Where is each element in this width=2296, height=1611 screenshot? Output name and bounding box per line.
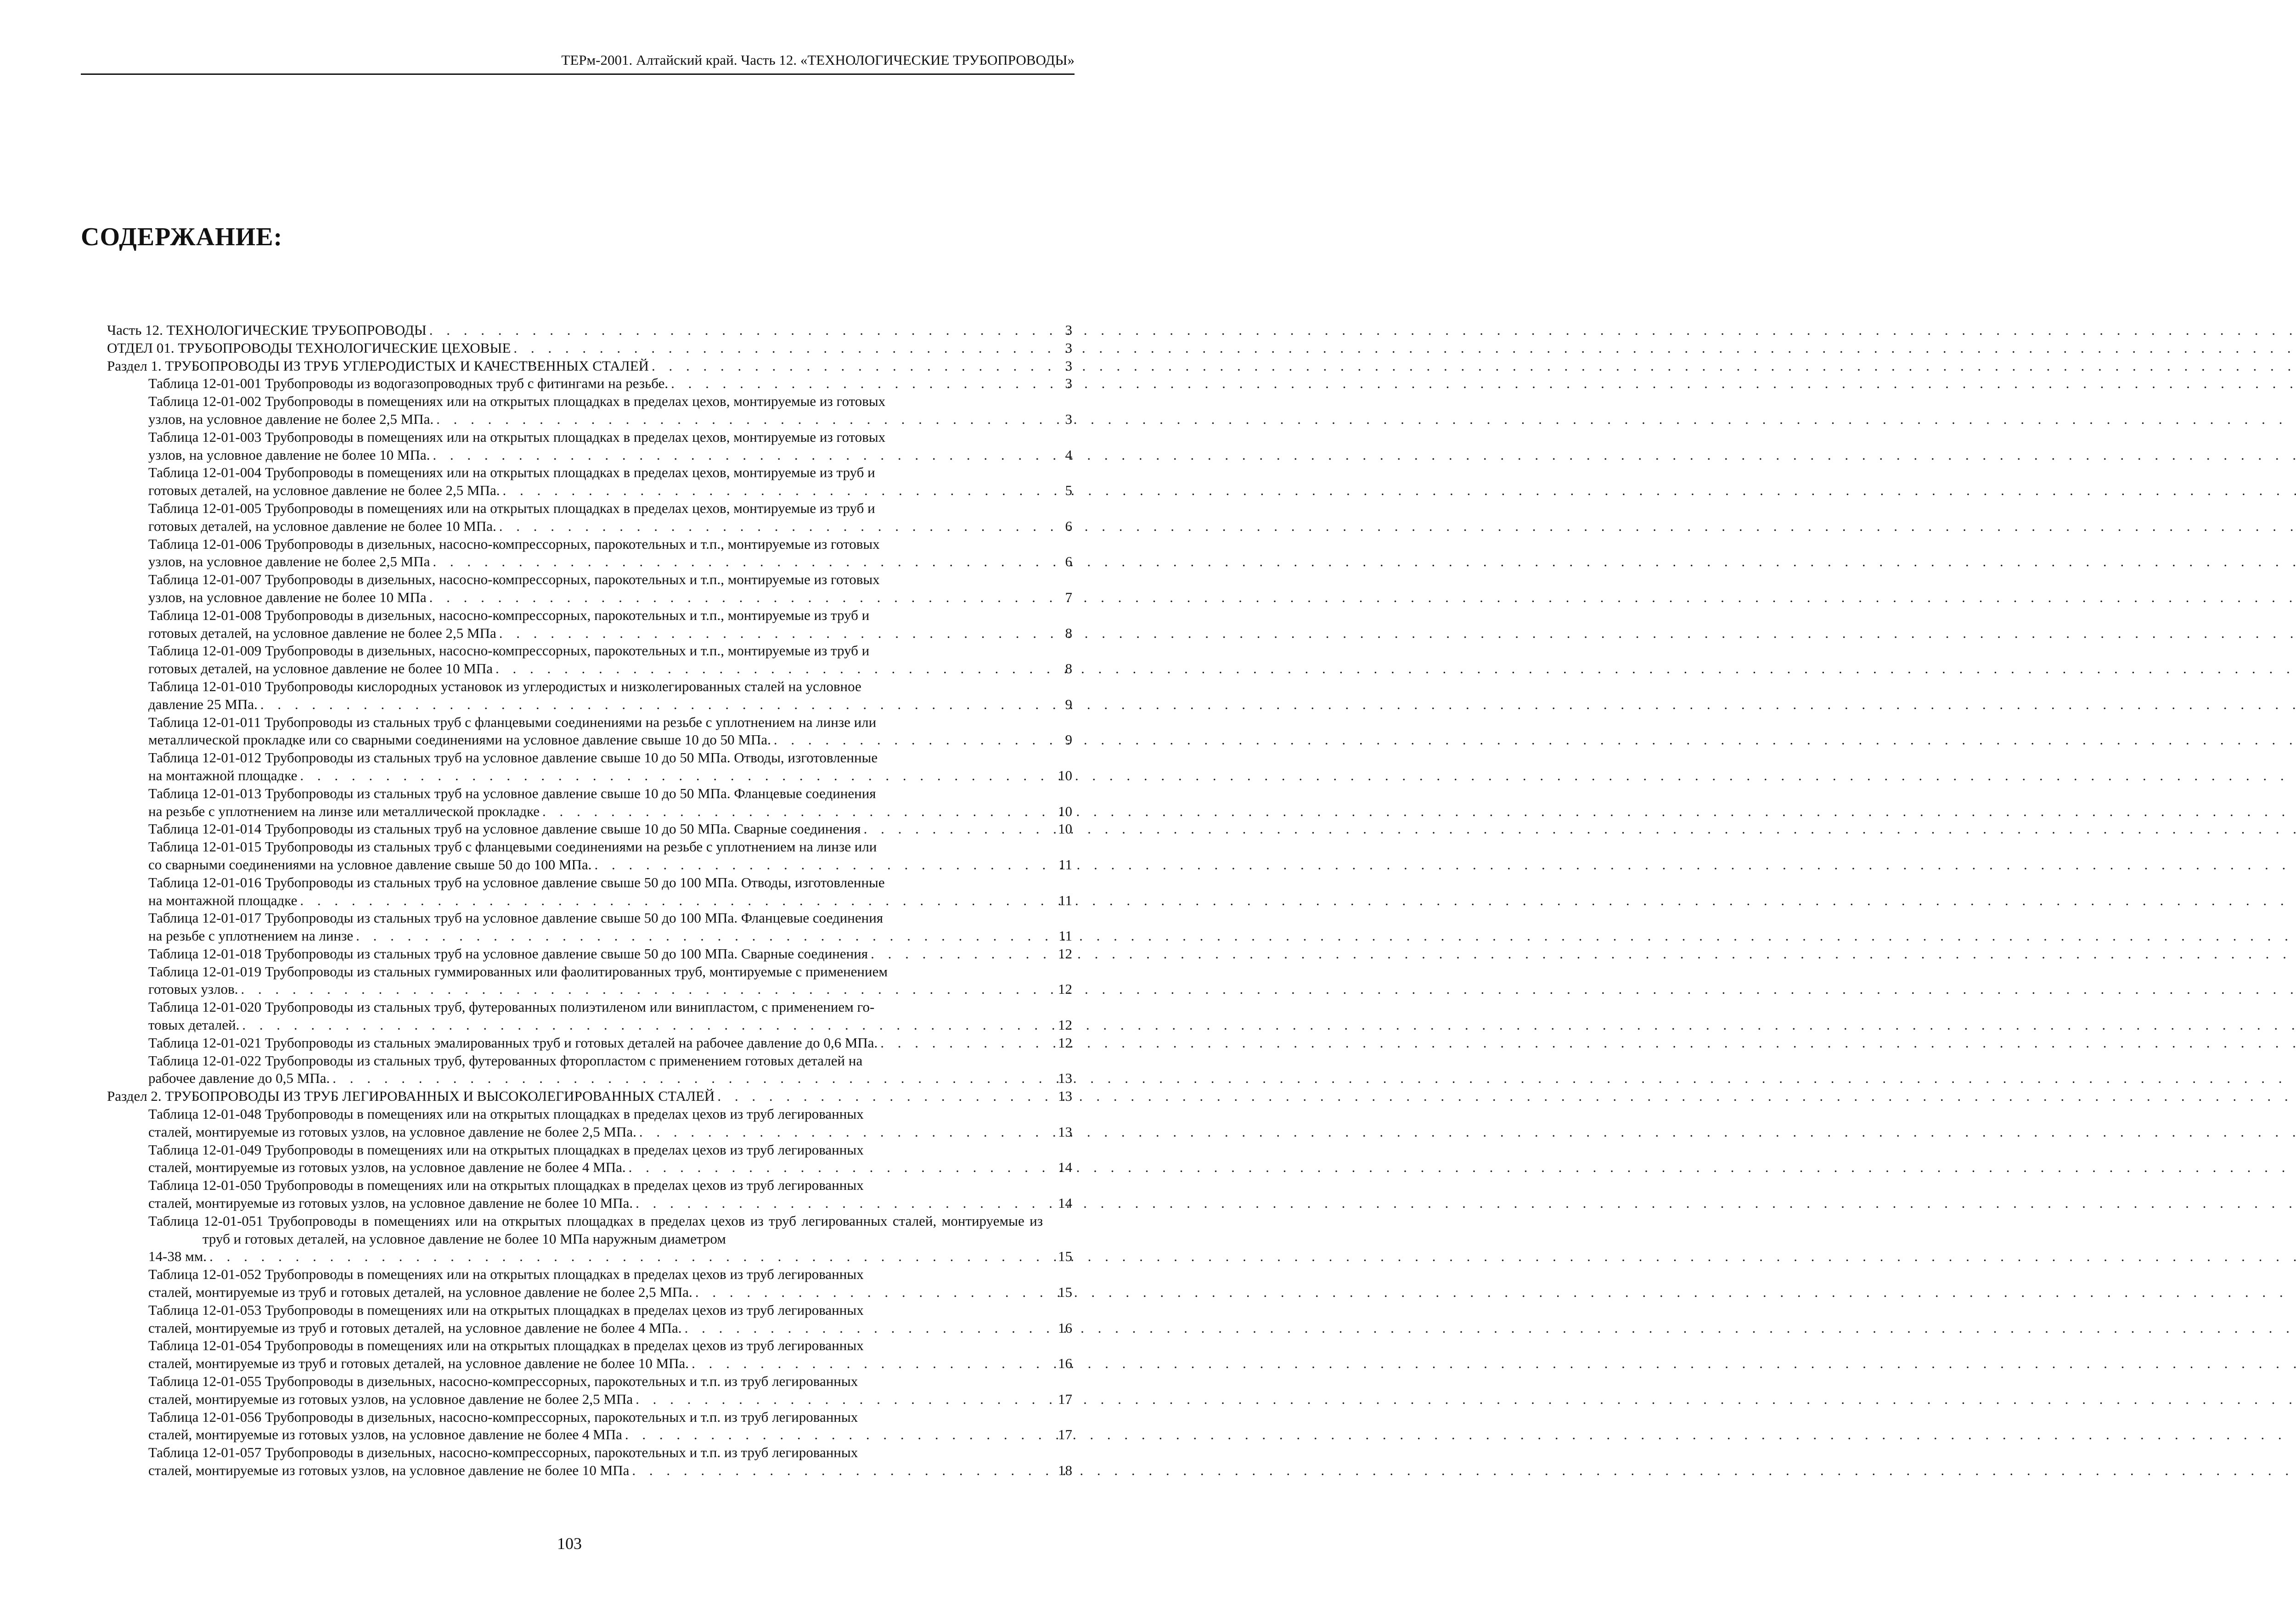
toc-entry[interactable]	[107, 1105, 1072, 1141]
toc-entry-text	[148, 945, 1043, 963]
toc-entry-title: Таблица 12-01-015 Трубопроводы из стальных труб с фланцевыми соединениями на резьбе с уплотнением на линзе или	[148, 839, 877, 855]
toc-entry-title: Таблица 12-01-006 Трубопроводы в дизельных, насосно-компрессорных, парокотельных и т.п., монтируемые из готовых	[148, 535, 880, 552]
toc-entry[interactable]	[107, 571, 1072, 607]
toc-page-number: 9	[1065, 696, 1072, 712]
toc-entry[interactable]	[107, 339, 1072, 357]
toc-entry-text	[148, 1034, 1043, 1052]
toc-entry-last-line	[148, 660, 1043, 678]
toc-entry-text	[148, 749, 1043, 785]
toc-entry-last-line	[148, 1319, 1043, 1337]
toc-page-number: 8	[1065, 625, 1072, 641]
toc-entry-title: Таблица 12-01-002 Трубопроводы в помещениях или на открытых площадках в пределах цехов, монтируемые из готовых	[148, 393, 886, 410]
toc-entry-text	[148, 1141, 1043, 1177]
toc-entry-last-line	[148, 1391, 1043, 1408]
toc-entry-last-line	[148, 696, 1043, 714]
toc-entry-text	[148, 571, 1043, 607]
toc-entry-title: Таблица 12-01-020 Трубопроводы из стальных труб, футерованных полиэтиленом или винипластом, с применением го-	[148, 999, 875, 1015]
toc-entry-last-line	[148, 1426, 1043, 1444]
toc-entry-title-end: Таблица 12-01-014 Трубопроводы из стальных труб на условное давление свыше 10 до 50 МПа. Сварные соединения	[148, 821, 861, 837]
toc-entry-text	[148, 500, 1043, 535]
toc-page-number: 9	[1065, 732, 1072, 748]
toc-entry[interactable]	[107, 500, 1072, 535]
toc-page-number: 10	[1058, 821, 1072, 837]
toc-page-number: 7	[1065, 589, 1072, 605]
toc-entry-text	[148, 714, 1043, 749]
toc-entry-text	[148, 1212, 1043, 1266]
toc-entry-title-end: готовых узлов.	[148, 981, 238, 997]
toc-entry-last-line	[107, 1087, 1043, 1105]
toc-entry-title: Таблица 12-01-011 Трубопроводы из стальных труб с фланцевыми соединениями на резьбе с уплотнением на линзе или	[148, 714, 877, 730]
toc-entry-text	[148, 1337, 1043, 1373]
toc-entry-text	[148, 1052, 1043, 1088]
toc-entry-last-line	[148, 1248, 1043, 1266]
toc-entry-text	[148, 838, 1043, 874]
dot-leader	[332, 1070, 2296, 1087]
toc-entry-text	[148, 998, 1043, 1034]
toc-entry-title-end: готовых деталей, на условное давление не более 10 МПа	[148, 660, 493, 677]
dot-leader	[636, 1391, 2296, 1408]
toc-page-number: 18	[1058, 1462, 1072, 1478]
toc-entry-title: Таблица 12-01-051 Трубопроводы в помещениях или на открытых площадках в пределах цехов из труб легированных сталей, монтируемые из труб и готовых деталей, на условное давление не более 10 МПа наружным диаметром	[148, 1212, 1043, 1247]
toc-entry-title-end: 14-38 мм.	[148, 1248, 207, 1265]
toc-entry-text	[107, 357, 1043, 375]
toc-entry-title: Таблица 12-01-055 Трубопроводы в дизельных, насосно-компрессорных, парокотельных и т.п. из труб легированных	[148, 1373, 858, 1390]
toc-entry-title: Таблица 12-01-053 Трубопроводы в помещениях или на открытых площадках в пределах цехов из труб легированных	[148, 1301, 864, 1318]
dot-leader	[864, 820, 2296, 838]
toc-entry[interactable]	[107, 1212, 1072, 1266]
toc-entry-last-line	[148, 1194, 1043, 1212]
toc-entry-title: Таблица 12-01-050 Трубопроводы в помещениях или на открытых площадках в пределах цехов из труб легированных	[148, 1177, 864, 1194]
toc-page-number: 16	[1058, 1319, 1072, 1336]
toc-entry-text	[148, 535, 1043, 571]
toc-entry[interactable]	[107, 749, 1072, 785]
toc-entry-title-end: сталей, монтируемые из готовых узлов, на условное давление не более 4 МПа	[148, 1426, 622, 1443]
toc-page-number: 14	[1058, 1195, 1072, 1211]
toc-entry-text	[148, 1266, 1043, 1301]
dot-leader	[209, 1248, 2296, 1266]
toc-entry-last-line	[148, 945, 1043, 963]
dot-leader	[502, 482, 2296, 500]
toc-entry-title: Таблица 12-01-054 Трубопроводы в помещениях или на открытых площадках в пределах цехов из труб легированных	[148, 1337, 864, 1354]
toc-entry-title-end: Таблица 12-01-001 Трубопроводы из водогазопроводных труб с фитингами на резьбе.	[148, 375, 669, 392]
toc-entry-text	[148, 909, 1043, 945]
toc-entry[interactable]	[107, 357, 1072, 375]
toc-page-number: 13	[1058, 1123, 1072, 1140]
toc-page-number: 17	[1058, 1426, 1072, 1443]
toc-entry-title-end: сталей, монтируемые из готовых узлов, на условное давление не более 2,5 МПа.	[148, 1123, 636, 1140]
toc-entry-last-line	[148, 1123, 1043, 1141]
toc-entry-title-end: Раздел 2. ТРУБОПРОВОДЫ ИЗ ТРУБ ЛЕГИРОВАННЫХ И ВЫСОКОЛЕГИРОВАННЫХ СТАЛЕЙ	[107, 1088, 715, 1104]
toc-entry[interactable]	[107, 1266, 1072, 1301]
toc-entry-last-line	[148, 1070, 1043, 1087]
dot-leader	[774, 731, 2296, 749]
toc-entry-title: Таблица 12-01-003 Трубопроводы в помещениях или на открытых площадках в пределах цехов, монтируемые из готовых	[148, 428, 886, 445]
dot-leader	[433, 446, 2296, 464]
dot-leader	[499, 625, 2296, 642]
toc-entry-text	[148, 1373, 1043, 1408]
toc-entry-title: Таблица 12-01-008 Трубопроводы в дизельных, насосно-компрессорных, парокотельных и т.п., монтируемые из труб и	[148, 607, 870, 623]
toc-entry-last-line	[148, 927, 1043, 945]
toc-entry[interactable]	[107, 1087, 1072, 1105]
dot-leader	[542, 803, 2296, 821]
dot-leader	[436, 411, 2296, 428]
toc-entry-last-line	[148, 1284, 1043, 1301]
toc-entry-text	[148, 375, 1043, 393]
dot-leader	[717, 1087, 2296, 1105]
toc-entry-title-end: на резьбе с уплотнением на линзе	[148, 928, 354, 944]
toc-entry-title-end: сталей, монтируемые из труб и готовых деталей, на условное давление не более 2,5 МПа.	[148, 1284, 692, 1301]
toc-entry[interactable]	[107, 375, 1072, 393]
toc-entry-text	[148, 393, 1043, 428]
dot-leader	[625, 1426, 2296, 1444]
toc-entry-text	[148, 1105, 1043, 1141]
toc-entry[interactable]	[107, 642, 1072, 678]
toc-entry-title-end: готовых деталей, на условное давление не более 2,5 МПа.	[148, 482, 500, 499]
toc-entry-title-end: металлической прокладке или со сварными соединениями на условное давление свыше 10 до 50 МПа.	[148, 732, 771, 748]
toc-page-number: 14	[1058, 1159, 1072, 1176]
running-header: ТЕРм-2001. Алтайский край. Часть 12. «ТЕХНОЛОГИЧЕСКИЕ ТРУБОПРОВОДЫ»	[561, 52, 1075, 68]
toc-entry-title: Таблица 12-01-007 Трубопроводы в дизельных, насосно-компрессорных, парокотельных и т.п., монтируемые из готовых	[148, 571, 880, 588]
dot-leader	[429, 589, 2296, 607]
dot-leader	[632, 1462, 2296, 1480]
toc-entry-last-line	[148, 1355, 1043, 1373]
dot-leader	[594, 856, 2296, 874]
toc-entry-title-end: на монтажной площадке	[148, 892, 298, 908]
toc-entry[interactable]	[107, 1052, 1072, 1088]
toc-entry-title-end: сталей, монтируемые из готовых узлов, на условное давление не более 2,5 МПа	[148, 1391, 633, 1407]
dot-leader	[629, 1159, 2296, 1177]
toc-entry-title: Таблица 12-01-017 Трубопроводы из стальных труб на условное давление свыше 50 до 100 МПа. Фланцевые соединения	[148, 910, 884, 926]
toc-page-number: 3	[1065, 411, 1072, 427]
toc-page-number: 13	[1058, 1088, 1072, 1104]
toc-entry-text	[107, 339, 1043, 357]
toc-entry-text	[148, 642, 1043, 678]
toc-entry[interactable]	[107, 874, 1072, 910]
dot-leader	[880, 1034, 2296, 1052]
dot-leader	[356, 927, 2296, 945]
dot-leader	[260, 696, 2296, 714]
toc-entry[interactable]	[107, 464, 1072, 500]
toc-page-number: 11	[1058, 892, 1072, 908]
toc-entry-title-end: узлов, на условное давление не более 10 МПа.	[148, 446, 430, 463]
toc-entry-last-line	[148, 731, 1043, 749]
toc-entry-title: Таблица 12-01-010 Трубопроводы кислородных установок из углеродистых и низколегированных сталей на условное	[148, 678, 861, 694]
toc-entry-text	[148, 1177, 1043, 1212]
toc-entry-last-line	[148, 892, 1043, 910]
toc-entry-title-end: со сварными соединениями на условное давление свыше 50 до 100 МПа.	[148, 856, 592, 873]
dot-leader	[242, 1016, 2296, 1034]
toc-entry[interactable]	[107, 1444, 1072, 1480]
toc-entry-title-end: на резьбе с уплотнением на линзе или металлической прокладке	[148, 803, 540, 819]
toc-entry-title: Таблица 12-01-016 Трубопроводы из стальных труб на условное давление свыше 50 до 100 МПа. Отводы, изготовленные	[148, 874, 885, 890]
table-of-contents	[107, 321, 1072, 1480]
toc-entry-last-line	[148, 446, 1043, 464]
toc-page-number: 12	[1058, 945, 1072, 962]
toc-page-number: 3	[1065, 375, 1072, 392]
dot-leader	[429, 321, 2296, 339]
toc-page-number: 10	[1058, 767, 1072, 783]
toc-entry-title-end: сталей, монтируемые из готовых узлов, на условное давление не более 4 МПа.	[148, 1159, 626, 1176]
toc-entry-title: Таблица 12-01-052 Трубопроводы в помещениях или на открытых площадках в пределах цехов из труб легированных	[148, 1266, 864, 1283]
toc-page-number: 6	[1065, 553, 1072, 570]
toc-entry-last-line	[107, 357, 1043, 375]
toc-entry-title-end: Таблица 12-01-021 Трубопроводы из стальных эмалированных труб и готовых деталей на рабочее давление до 0,6 МПа.	[148, 1034, 878, 1051]
toc-entry-title-end: Раздел 1. ТРУБОПРОВОДЫ ИЗ ТРУБ УГЛЕРОДИСТЫХ И КАЧЕСТВЕННЫХ СТАЛЕЙ	[107, 357, 649, 374]
toc-entry-text	[107, 321, 1043, 339]
toc-entry-text	[148, 963, 1043, 999]
toc-entry-text	[148, 678, 1043, 714]
toc-page-number: 11	[1058, 856, 1072, 873]
dot-leader	[300, 892, 2296, 910]
toc-page-number: 13	[1058, 1070, 1072, 1087]
dot-leader	[636, 1194, 2296, 1212]
dot-leader	[513, 339, 2296, 357]
toc-entry-title-end: рабочее давление до 0,5 МПа.	[148, 1070, 330, 1087]
toc-entry-last-line	[148, 553, 1043, 571]
toc-entry-last-line	[148, 1159, 1043, 1177]
toc-page-number: 12	[1058, 1017, 1072, 1033]
toc-entry-text	[148, 1301, 1043, 1337]
dot-leader	[692, 1355, 2296, 1373]
toc-page-number: 8	[1065, 660, 1072, 677]
toc-entry-last-line	[107, 339, 1043, 357]
toc-entry[interactable]	[107, 678, 1072, 714]
toc-entry-text	[148, 1444, 1043, 1480]
toc-entry-last-line	[148, 375, 1043, 393]
toc-entry-last-line	[148, 820, 1043, 838]
toc-entry-last-line	[148, 803, 1043, 821]
toc-entry-title-end: сталей, монтируемые из готовых узлов, на условное давление не более 10 МПа	[148, 1462, 630, 1478]
toc-entry[interactable]	[107, 1141, 1072, 1177]
toc-page-number: 11	[1058, 928, 1072, 944]
toc-page-number: 12	[1058, 1034, 1072, 1051]
page-title: СОДЕРЖАНИЕ:	[81, 223, 283, 251]
toc-page-number: 3	[1065, 339, 1072, 356]
toc-entry[interactable]	[107, 838, 1072, 874]
toc-entry-last-line	[148, 856, 1043, 874]
toc-entry-title: Таблица 12-01-013 Трубопроводы из стальных труб на условное давление свыше 10 до 50 МПа. Фланцевые соединения	[148, 785, 876, 801]
toc-entry-text	[148, 607, 1043, 642]
toc-entry-last-line	[148, 1016, 1043, 1034]
toc-entry-text	[148, 428, 1043, 464]
toc-page-number: 3	[1065, 322, 1072, 338]
toc-entry-title: Таблица 12-01-004 Трубопроводы в помещениях или на открытых площадках в пределах цехов, монтируемые из труб и	[148, 464, 875, 481]
toc-page-number: 5	[1065, 482, 1072, 499]
toc-entry-last-line	[148, 482, 1043, 500]
toc-entry-title: Таблица 12-01-056 Трубопроводы в дизельных, насосно-компрессорных, парокотельных и т.п. из труб легированных	[148, 1408, 858, 1425]
toc-entry-title: Таблица 12-01-005 Трубопроводы в помещениях или на открытых площадках в пределах цехов, монтируемые из труб и	[148, 500, 875, 516]
toc-entry-title: Таблица 12-01-022 Трубопроводы из стальных труб, футерованных фторопластом с применением готовых деталей на	[148, 1052, 863, 1069]
dot-leader	[433, 553, 2296, 571]
toc-entry-title-end: узлов, на условное давление не более 2,5 МПа	[148, 553, 430, 570]
toc-entry-last-line	[148, 980, 1043, 998]
toc-entry[interactable]	[107, 428, 1072, 464]
toc-entry-title-end: на монтажной площадке	[148, 767, 298, 783]
toc-entry-title-end: Часть 12. ТЕХНОЛОГИЧЕСКИЕ ТРУБОПРОВОДЫ	[107, 322, 427, 338]
toc-entry-title-end: Таблица 12-01-018 Трубопроводы из стальных труб на условное давление свыше 50 до 100 МПа. Сварные соединения	[148, 945, 868, 962]
toc-page-number: 10	[1058, 803, 1072, 819]
toc-entry-title-end: узлов, на условное давление не более 2,5 МПа.	[148, 411, 434, 427]
toc-entry-title-end: сталей, монтируемые из труб и готовых деталей, на условное давление не более 10 МПа.	[148, 1355, 689, 1372]
toc-entry[interactable]	[107, 393, 1072, 428]
toc-entry-last-line	[148, 518, 1043, 535]
toc-entry-last-line	[148, 1462, 1043, 1480]
toc-entry[interactable]	[107, 321, 1072, 339]
toc-entry[interactable]	[107, 1177, 1072, 1212]
toc-entry-text	[148, 464, 1043, 500]
toc-entry-last-line	[148, 589, 1043, 607]
toc-entry-title: Таблица 12-01-048 Трубопроводы в помещениях или на открытых площадках в пределах цехов из труб легированных	[148, 1106, 864, 1122]
dot-leader	[671, 375, 2296, 393]
toc-entry-text	[148, 785, 1043, 821]
toc-page-number: 15	[1058, 1284, 1072, 1301]
dot-leader	[871, 945, 2296, 963]
toc-entry-title-end: сталей, монтируемые из готовых узлов, на условное давление не более 10 МПа.	[148, 1195, 633, 1211]
toc-entry-title-end: узлов, на условное давление не более 10 МПа	[148, 589, 427, 605]
dot-leader	[639, 1123, 2296, 1141]
toc-entry[interactable]	[107, 909, 1072, 945]
toc-entry-text	[107, 1087, 1043, 1105]
toc-entry[interactable]	[107, 1034, 1072, 1052]
toc-entry[interactable]	[107, 1301, 1072, 1337]
toc-entry-title: Таблица 12-01-049 Трубопроводы в помещениях или на открытых площадках в пределах цехов из труб легированных	[148, 1141, 864, 1158]
toc-entry[interactable]	[107, 535, 1072, 571]
toc-entry-text	[148, 820, 1043, 838]
toc-page-number: 15	[1058, 1248, 1072, 1265]
toc-page-number: 4	[1065, 446, 1072, 463]
toc-page-number: 6	[1065, 518, 1072, 534]
toc-entry-title-end: готовых деталей, на условное давление не более 2,5 МПа	[148, 625, 496, 641]
toc-entry[interactable]	[107, 998, 1072, 1034]
toc-entry[interactable]	[107, 1373, 1072, 1408]
toc-entry-text	[148, 1408, 1043, 1444]
toc-entry[interactable]	[107, 607, 1072, 642]
toc-entry-title: Таблица 12-01-019 Трубопроводы из стальных гуммированных или фаолитированных труб, монтируемые с применением	[148, 963, 888, 980]
toc-page-number: 12	[1058, 981, 1072, 997]
toc-entry[interactable]	[107, 1337, 1072, 1373]
toc-entry-title: Таблица 12-01-057 Трубопроводы в дизельных, насосно-компрессорных, парокотельных и т.п. из труб легированных	[148, 1444, 858, 1461]
toc-entry[interactable]	[107, 1408, 1072, 1444]
toc-entry-last-line	[148, 411, 1043, 428]
toc-entry-last-line	[107, 321, 1043, 339]
dot-leader	[495, 660, 2296, 678]
toc-entry-title-end: сталей, монтируемые из труб и готовых деталей, на условное давление не более 4 МПа.	[148, 1319, 682, 1336]
dot-leader	[241, 980, 2296, 998]
page-number: 103	[557, 1534, 582, 1553]
toc-entry[interactable]	[107, 963, 1072, 999]
toc-entry[interactable]	[107, 714, 1072, 749]
toc-entry[interactable]	[107, 945, 1072, 963]
toc-entry[interactable]	[107, 785, 1072, 821]
dot-leader	[499, 518, 2296, 535]
dot-leader	[695, 1284, 2296, 1301]
toc-entry-last-line	[148, 767, 1043, 785]
toc-entry-title: Таблица 12-01-009 Трубопроводы в дизельных, насосно-компрессорных, парокотельных и т.п., монтируемые из труб и	[148, 642, 870, 659]
toc-entry-title-end: давление 25 МПа.	[148, 696, 258, 712]
toc-entry-last-line	[148, 625, 1043, 642]
dot-leader	[300, 767, 2296, 785]
toc-entry-last-line	[148, 1034, 1043, 1052]
toc-entry-title-end: товых деталей.	[148, 1017, 240, 1033]
toc-entry-text	[148, 874, 1043, 910]
toc-page-number: 3	[1065, 357, 1072, 374]
toc-page-number: 16	[1058, 1355, 1072, 1372]
toc-entry-title-end: готовых деталей, на условное давление не более 10 МПа.	[148, 518, 496, 534]
header-rule	[81, 73, 1075, 75]
dot-leader	[685, 1319, 2296, 1337]
toc-entry[interactable]	[107, 820, 1072, 838]
toc-entry-title-end: ОТДЕЛ 01. ТРУБОПРОВОДЫ ТЕХНОЛОГИЧЕСКИЕ ЦЕХОВЫЕ	[107, 339, 511, 356]
toc-page-number: 17	[1058, 1391, 1072, 1407]
dot-leader	[652, 357, 2296, 375]
toc-entry-title: Таблица 12-01-012 Трубопроводы из стальных труб на условное давление свыше 10 до 50 МПа. Отводы, изготовленные	[148, 749, 878, 766]
